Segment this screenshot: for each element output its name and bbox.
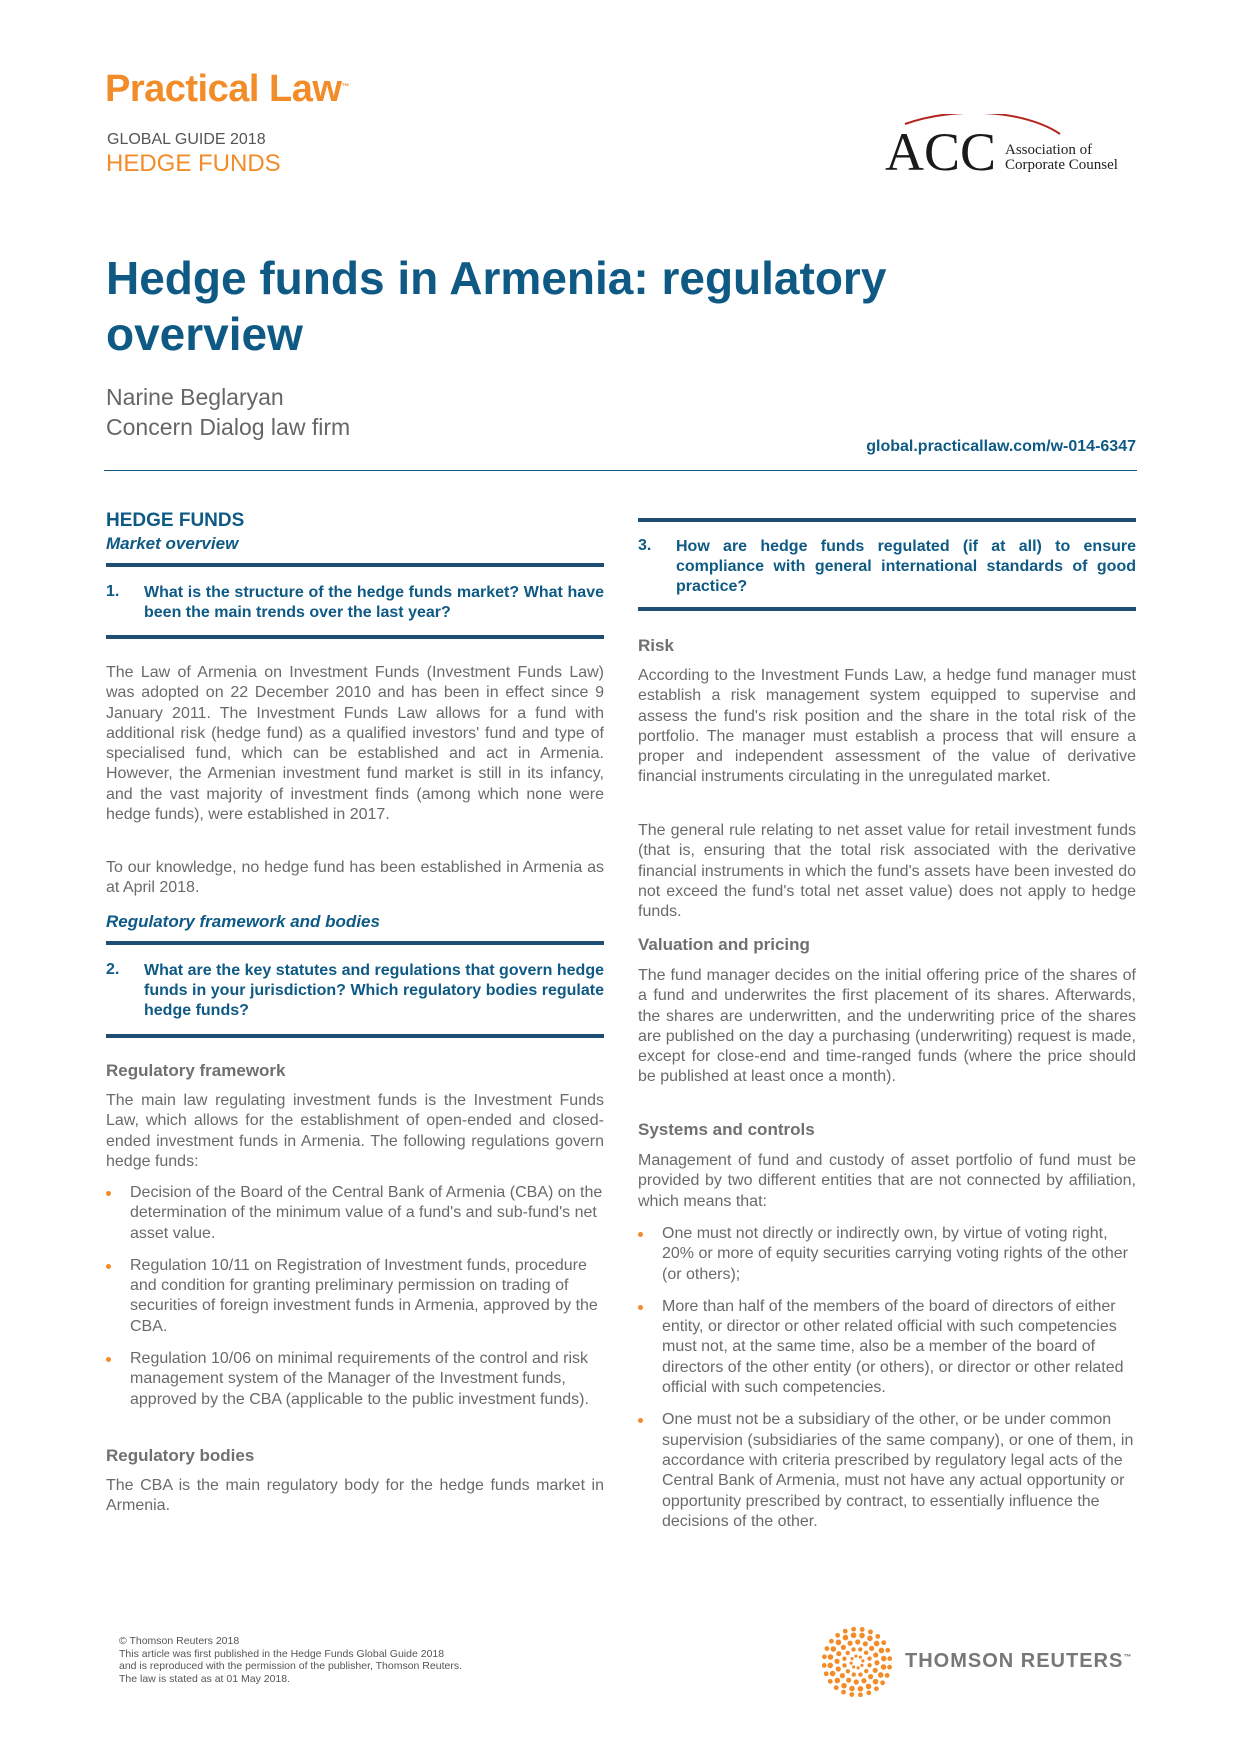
subheading-market-overview: Market overview bbox=[106, 534, 239, 553]
question-box-3 bbox=[638, 518, 1136, 611]
logo-dot bbox=[869, 1646, 874, 1651]
logo-dot bbox=[843, 1635, 849, 1641]
logo-dot bbox=[858, 1647, 862, 1651]
paragraph: According to the Investment Funds Law, a hedge fund manager must establish a risk management system equipped to supervise and assess the fund's risk position and the share in the total risk of the portfolio. The manager must establish a process that will ensure a proper and independent assessment of the value of derivative financial instruments circulating in the unregulated market. bbox=[638, 667, 1136, 786]
bullet-list bbox=[106, 1183, 604, 1422]
bullet-dot bbox=[106, 1264, 111, 1269]
question-box-1 bbox=[106, 563, 604, 639]
bullet-dot bbox=[638, 1305, 643, 1310]
question-number: 2. bbox=[106, 961, 120, 978]
logo-dot bbox=[867, 1656, 871, 1660]
author-block bbox=[106, 382, 350, 442]
heading-regulatory-bodies: Regulatory bodies bbox=[106, 1446, 255, 1465]
logo-dot bbox=[846, 1651, 850, 1655]
logo-dot bbox=[836, 1651, 841, 1656]
paragraph: The Law of Armenia on Investment Funds (Investment Funds Law) was adopted on 22 December 2010 and has been in effect since 9 January 2011. The Investment Funds Law allows for a fund with additional risk (hedge fund) as a qualified investors' fund and type of specialised fund, which can be established and act in Armenia. However, the Armenian investment fund market is still in its infancy, and the vast majority of investment finds (among which none were hedge funds), were established in 2017. bbox=[106, 664, 604, 824]
logo-dot bbox=[835, 1633, 840, 1638]
logo-dot bbox=[852, 1672, 856, 1676]
logo-dot bbox=[860, 1664, 863, 1667]
logo-dot bbox=[851, 1647, 855, 1651]
logo-dot bbox=[828, 1654, 834, 1660]
logo-dot bbox=[867, 1663, 871, 1667]
paragraph: To our knowledge, no hedge fund has been established in Armenia as at April 2018. bbox=[106, 859, 604, 897]
logo-dot bbox=[828, 1679, 833, 1684]
heading-systems-controls: Systems and controls bbox=[638, 1120, 815, 1139]
question-box-2 bbox=[106, 941, 604, 1038]
logo-dot bbox=[881, 1640, 886, 1645]
logo-dot bbox=[868, 1674, 873, 1679]
logo-dot bbox=[881, 1656, 887, 1662]
list-item bbox=[106, 1256, 604, 1337]
paragraph: The fund manager decides on the initial offering price of the shares of a fund and underwrites the first placement of its shares. Afterwards, the shares are underwritten, and the underwriting price of the shares are published on the day a purchasing (underwriting) request is made, except for close-end and time-ranged funds (where the price should be published at least once a month). bbox=[638, 967, 1136, 1086]
logo-dot bbox=[841, 1645, 846, 1650]
guide-label: GLOBAL GUIDE 2018 bbox=[107, 131, 266, 148]
logo-dot bbox=[822, 1663, 827, 1668]
brand-name: Practical Law bbox=[105, 68, 342, 110]
question-text: What are the key statutes and regulations that govern hedge funds in your jurisdiction? Which regulatory bodies regulate hedge funds? bbox=[144, 962, 604, 1019]
section-title: HEDGE FUNDS bbox=[106, 510, 245, 531]
logo-dot bbox=[874, 1641, 880, 1647]
list-item-text: One must not directly or indirectly own, by virtue of voting right, 20% or more of equity securities carrying voting rights of the other (or others); bbox=[662, 1225, 1128, 1283]
logo-dot bbox=[852, 1665, 855, 1668]
logo-dot bbox=[861, 1678, 866, 1683]
logo-dot bbox=[859, 1655, 862, 1658]
footer-line: and is reproduced with the permission of the publisher, Thomson Reuters. bbox=[119, 1660, 462, 1672]
brand-trademark: ™ bbox=[341, 82, 349, 91]
list-item-text: Regulation 10/06 on minimal requirements of the control and risk management system of the Manager of the Investment funds, approved by the CBA (applicable to the public investment funds). bbox=[130, 1350, 589, 1408]
logo-dot bbox=[873, 1679, 879, 1685]
logo-dot bbox=[822, 1654, 827, 1659]
logo-dot bbox=[850, 1657, 853, 1660]
bullet-dot bbox=[638, 1232, 643, 1237]
guide-topic: HEDGE FUNDS bbox=[106, 150, 281, 177]
logo-dot bbox=[866, 1690, 871, 1695]
logo-dot bbox=[887, 1656, 892, 1661]
logo-dot bbox=[880, 1680, 885, 1685]
logo-dot bbox=[849, 1686, 855, 1692]
logo-dot bbox=[879, 1648, 885, 1654]
logo-dot bbox=[863, 1641, 868, 1646]
logo-dot bbox=[864, 1669, 868, 1673]
logo-dot bbox=[829, 1639, 834, 1644]
practical-law-logo bbox=[105, 68, 349, 111]
logo-dot bbox=[851, 1632, 857, 1638]
acc-name bbox=[1005, 143, 1118, 173]
list-item-text: More than half of the members of the board of directors of either entity, or director or other related official with such competencies must not, at the same time, also be a member of the board of directors of the other entity (or others), or director or other related official with such competencies. bbox=[662, 1297, 1124, 1397]
publisher-name: THOMSON REUTERS bbox=[905, 1650, 1124, 1672]
logo-dot bbox=[834, 1685, 839, 1690]
heading-valuation: Valuation and pricing bbox=[638, 935, 810, 954]
logo-dot bbox=[859, 1633, 865, 1639]
logo-dot bbox=[867, 1636, 873, 1642]
logo-dot bbox=[836, 1640, 842, 1646]
list-item bbox=[638, 1297, 1136, 1398]
logo-dot bbox=[831, 1646, 837, 1652]
acc-logo-letters: ACC bbox=[885, 122, 997, 178]
publisher-trademark: ™ bbox=[1123, 1652, 1133, 1662]
logo-dot bbox=[857, 1666, 860, 1669]
question-number: 3. bbox=[638, 537, 652, 554]
list-item-text: Decision of the Board of the Central Bank of Armenia (CBA) on the determination of the minimum value of a fund's and sub-fund's net asset value. bbox=[130, 1184, 603, 1242]
article-title: Hedge funds in Armenia: regulatory overview bbox=[106, 252, 887, 360]
logo-dot bbox=[874, 1686, 879, 1691]
list-item bbox=[638, 1410, 1136, 1532]
logo-dot bbox=[855, 1639, 860, 1644]
thomson-reuters-icon bbox=[822, 1627, 892, 1697]
bullet-dot bbox=[106, 1191, 111, 1196]
logo-dot bbox=[842, 1657, 846, 1661]
list-item bbox=[638, 1224, 1136, 1285]
logo-dot bbox=[846, 1669, 850, 1673]
logo-dot bbox=[858, 1672, 862, 1676]
logo-dot bbox=[834, 1659, 839, 1664]
logo-dot bbox=[846, 1678, 851, 1683]
logo-dot bbox=[868, 1629, 873, 1634]
bullet-dot bbox=[638, 1418, 643, 1423]
logo-dot bbox=[851, 1627, 856, 1632]
article-url-link[interactable]: global.practicallaw.com/w-014-6347 bbox=[866, 438, 1136, 455]
logo-dot bbox=[841, 1683, 847, 1689]
heading-risk: Risk bbox=[638, 636, 674, 655]
logo-dot bbox=[835, 1678, 841, 1684]
logo-dot bbox=[854, 1655, 857, 1658]
logo-dot bbox=[850, 1662, 853, 1665]
paragraph: Management of fund and custody of asset portfolio of fund must be provided by two different entities that are not connected by affiliation, which means that: bbox=[638, 1152, 1136, 1210]
logo-dot bbox=[864, 1651, 868, 1655]
logo-dot bbox=[873, 1652, 878, 1657]
logo-dot bbox=[873, 1668, 878, 1673]
footer-notice bbox=[119, 1635, 462, 1685]
acc-name-line1: Association of bbox=[1005, 142, 1093, 158]
footer-line: The law is stated as at 01 May 2018. bbox=[119, 1672, 291, 1685]
logo-dot bbox=[841, 1690, 846, 1695]
acc-name-line2: Corporate Counsel bbox=[1005, 157, 1118, 173]
paragraph: The general rule relating to net asset value for retail investment funds (that is, ensuring that the total risk associated with the derivative financial instruments in which the fund's assets have been invested do not exceed the fund's total net asset value) does not apply to hedge funds. bbox=[638, 822, 1136, 921]
footer-line: © Thomson Reuters 2018 bbox=[119, 1635, 240, 1647]
logo-dot bbox=[843, 1629, 848, 1634]
logo-dot bbox=[860, 1627, 865, 1632]
bullet-dot bbox=[106, 1357, 111, 1362]
logo-dot bbox=[858, 1686, 864, 1692]
logo-dot bbox=[827, 1663, 833, 1669]
paragraph: The main law regulating investment funds is the Investment Funds Law, which allows for the establishment of open-ended and closed-ended investment funds in Armenia. The following regulations govern hedge funds: bbox=[106, 1092, 604, 1170]
author-name: Narine Beglaryan bbox=[106, 384, 284, 410]
logo-dot bbox=[885, 1673, 890, 1678]
list-item bbox=[106, 1349, 604, 1410]
question-text: What is the structure of the hedge funds market? What have been the main trends over the last year? bbox=[144, 584, 604, 621]
list-item bbox=[106, 1183, 604, 1244]
logo-dot bbox=[824, 1671, 829, 1676]
logo-dot bbox=[887, 1665, 892, 1670]
logo-dot bbox=[836, 1666, 841, 1671]
logo-dot bbox=[842, 1663, 846, 1667]
list-item-text: One must not be a subsidiary of the other, or be under common supervision (subsidiaries of the same company), or one of them, in accordance with criteria prescribed by regulatory legal acts of the Central Bank of Armenia, must not have any actual opportunity or opportunity prescribed by contract, to essentially influence the decisions of the other. bbox=[662, 1411, 1134, 1530]
subheading-regulatory-framework: Regulatory framework and bodies bbox=[106, 912, 380, 931]
logo-dot bbox=[885, 1648, 890, 1653]
logo-dot bbox=[830, 1671, 836, 1677]
paragraph: The CBA is the main regulatory body for the hedge funds market in Armenia. bbox=[106, 1477, 604, 1515]
bullet-list bbox=[638, 1224, 1136, 1544]
footer-line: This article was first published in the Hedge Funds Global Guide 2018 bbox=[119, 1647, 445, 1660]
logo-dot bbox=[861, 1659, 864, 1662]
logo-dot bbox=[849, 1692, 854, 1697]
author-firm: Concern Dialog law firm bbox=[106, 414, 351, 440]
logo-dot bbox=[874, 1660, 879, 1665]
logo-dot bbox=[854, 1679, 859, 1684]
header-divider bbox=[104, 470, 1137, 471]
logo-dot bbox=[858, 1692, 863, 1697]
logo-dot bbox=[875, 1634, 880, 1639]
logo-dot bbox=[878, 1672, 884, 1678]
list-item-text: Regulation 10/11 on Registration of Investment funds, procedure and condition for granting preliminary permission on trading of securities of foreign investment funds in Armenia, approved by the CBA. bbox=[130, 1256, 598, 1335]
logo-dot bbox=[840, 1673, 845, 1678]
heading-regulatory-framework: Regulatory framework bbox=[106, 1061, 286, 1080]
question-number: 1. bbox=[106, 583, 120, 600]
question-text: How are hedge funds regulated (if at all) to ensure compliance with general international standards of good practice? bbox=[676, 538, 1136, 595]
logo-dot bbox=[824, 1646, 829, 1651]
logo-dot bbox=[881, 1664, 887, 1670]
logo-dot bbox=[847, 1641, 852, 1646]
logo-dot bbox=[866, 1684, 872, 1690]
thomson-reuters-wordmark bbox=[905, 1650, 1132, 1673]
